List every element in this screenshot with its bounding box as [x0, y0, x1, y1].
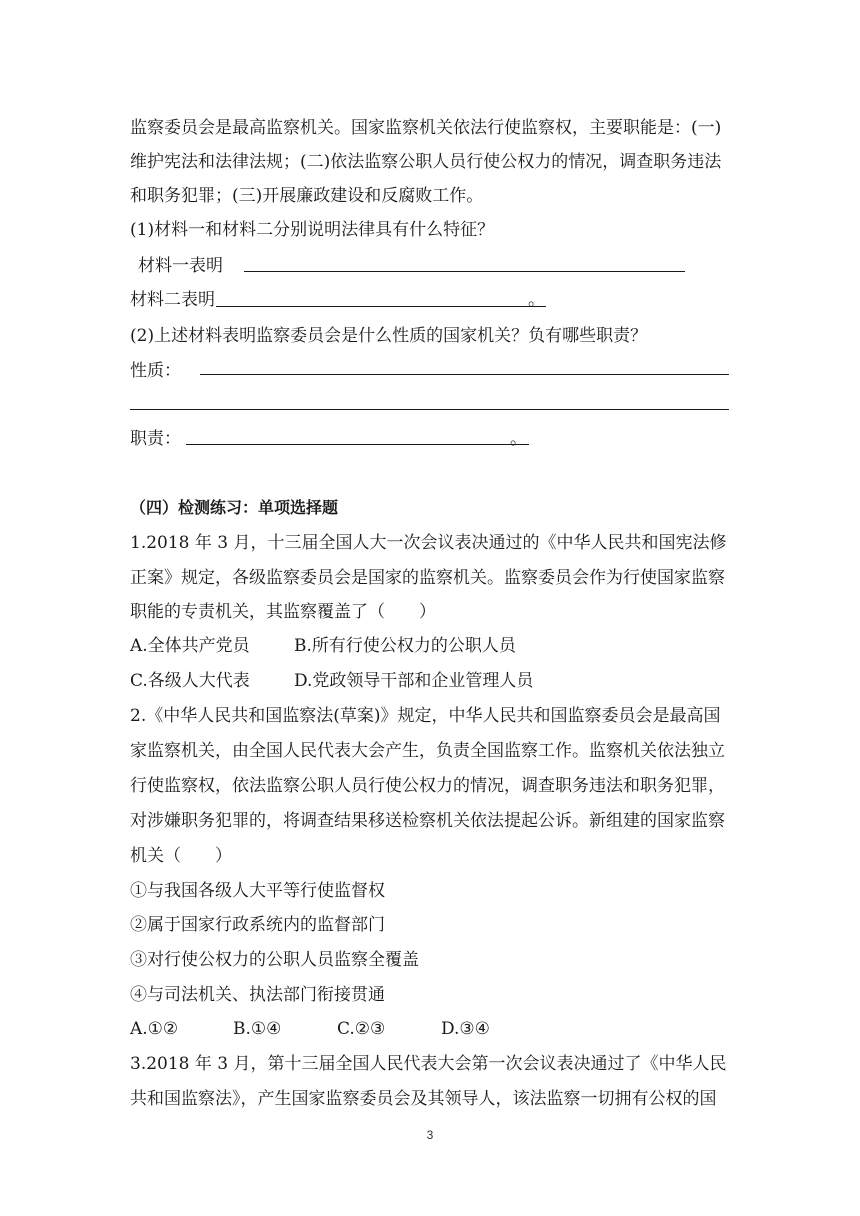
answer-line-material-one[interactable]	[244, 271, 685, 272]
answer-end-mark-duty: 。	[510, 429, 527, 449]
answer-label-duty: 职责：	[130, 429, 181, 449]
material-line-3: 和职务犯罪；(三)开展廉政建设和反腐败工作。	[130, 186, 484, 206]
mcq-2-line-4: 对涉嫌职务犯罪的，将调查结果移送检察机关依法提起公诉。新组建的国家监察	[130, 811, 725, 831]
answer-line-nature-2[interactable]	[130, 409, 729, 410]
mcq-2-line-5: 机关（ ）	[130, 846, 232, 866]
mcq-2-option-b[interactable]: B.①④	[233, 1019, 282, 1039]
answer-line-nature-1[interactable]	[200, 374, 729, 375]
material-line-1: 监察委员会是最高监察机关。国家监察机关依法行使监察权，主要职能是：(一)	[130, 118, 722, 138]
answer-label-material-one: 材料一表明	[138, 256, 223, 276]
mcq-3-line-1: 3.2018 年 3 月，第十三届全国人民代表大会第一次会议表决通过了《中华人民	[130, 1054, 727, 1074]
mcq-1-option-d[interactable]: D.党政领导干部和企业管理人员	[294, 671, 534, 691]
mcq-1-line-2: 正案》规定，各级监察委员会是国家的监察机关。监察委员会作为行使国家监察	[130, 568, 725, 588]
mcq-2-statement-2: ②属于国家行政系统内的监督部门	[130, 915, 385, 935]
mcq-1-line-3: 职能的专责机关，其监察覆盖了（ ）	[130, 602, 436, 622]
mcq-2-line-1: 2.《中华人民共和国监察法(草案)》规定，中华人民共和国监察委员会是最高国	[130, 706, 721, 726]
mcq-1-option-a[interactable]: A.全体共产党员	[130, 636, 250, 656]
question-2-prompt: (2)上述材料表明监察委员会是什么性质的国家机关？负有哪些职责？	[130, 326, 648, 346]
mcq-2-line-3: 行使监察权，依法监察公职人员行使公权力的情况，调查职务违法和职务犯罪，	[130, 776, 725, 796]
page-number: 3	[426, 1128, 434, 1142]
answer-label-material-two: 材料二表明	[130, 290, 215, 310]
mcq-2-statement-4: ④与司法机关、执法部门衔接贯通	[130, 985, 385, 1005]
mcq-2-option-c[interactable]: C.②③	[337, 1019, 386, 1039]
mcq-1-option-c[interactable]: C.各级人大代表	[130, 671, 250, 691]
answer-line-duty[interactable]	[186, 444, 529, 445]
answer-line-material-two[interactable]	[216, 306, 546, 307]
section-heading: （四）检测练习：单项选择题	[130, 498, 339, 517]
mcq-1-option-b[interactable]: B.所有行使公权力的公职人员	[294, 636, 516, 656]
mcq-1-line-1: 1.2018 年 3 月，十三届全国人大一次会议表决通过的《中华人民共和国宪法修	[130, 533, 727, 553]
mcq-2-statement-3: ③对行使公权力的公职人员监察全覆盖	[130, 950, 419, 970]
mcq-2-option-a[interactable]: A.①②	[130, 1019, 179, 1039]
answer-label-nature: 性质：	[130, 361, 181, 381]
mcq-2-option-d[interactable]: D.③④	[441, 1019, 490, 1039]
mcq-2-line-2: 家监察机关，由全国人民代表大会产生，负责全国监察工作。监察机关依法独立	[130, 741, 725, 761]
answer-end-mark-material-two: 。	[528, 290, 545, 310]
mcq-3-line-2: 共和国监察法》，产生国家监察委员会及其领导人，该法监察一切拥有公权的国	[130, 1089, 717, 1109]
mcq-2-statement-1: ①与我国各级人大平等行使监督权	[130, 881, 385, 901]
material-line-2: 维护宪法和法律法规；(二)依法监察公职人员行使公权力的情况，调查职务违法	[130, 152, 722, 172]
question-1-prompt: (1)材料一和材料二分别说明法律具有什么特征？	[130, 220, 495, 240]
